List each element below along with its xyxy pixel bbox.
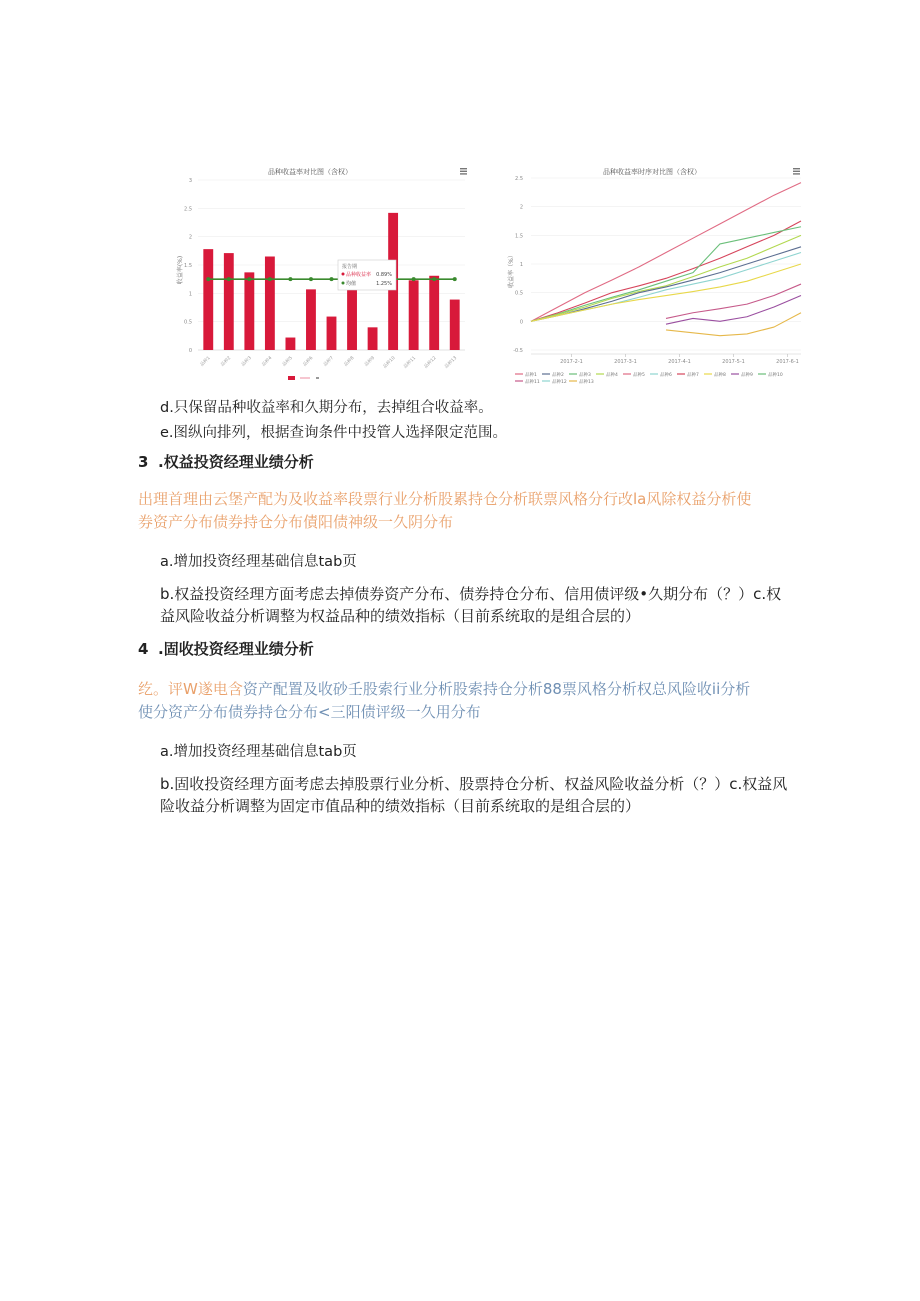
section-4-tabs-line-2: 使分资产分布债券持仓分布<三阳债评级一久用分布 [138, 703, 481, 721]
section-4-number: 4 [138, 640, 149, 658]
bar-x-tick-label: 品种11 [403, 355, 418, 370]
variety-return-timeseries-chart [505, 160, 807, 390]
bar-y-tick-label: 1 [188, 291, 192, 298]
bar-x-tick-label: 品种13 [444, 355, 459, 370]
series-line[interactable] [531, 221, 801, 321]
mean-point[interactable] [268, 277, 272, 281]
bar-x-tick-label: 品种3 [240, 355, 253, 368]
legend-label: 品种9 [741, 373, 753, 378]
bar-x-tick-label: 品种6 [302, 355, 315, 368]
s3-item-bc: b.权益投资经理方面考虑去掉债券资产分布、债券持仓分布、信用债评级•久期分布（？）c.权益风险收益分析调整为权益品种的绩效指标（目前系统取的是组合层的） [160, 585, 782, 625]
bar-x-tick-label: 品种7 [322, 355, 335, 368]
mean-point[interactable] [247, 277, 251, 281]
section-3-title: .权益投资经理业绩分析 [158, 453, 314, 471]
mean-point[interactable] [227, 277, 231, 281]
legend-label: 品种4 [606, 373, 618, 378]
legend-label: 品种12 [552, 380, 567, 385]
legend-label: 品种2 [552, 373, 564, 378]
tooltip-row1-label: 品种收益率 [346, 272, 372, 278]
tooltip-row2-value: 1.25% [376, 281, 392, 287]
bar[interactable] [244, 272, 254, 350]
item-d: d.只保留品种收益率和久期分布，去掉组合收益率。 [160, 400, 493, 416]
section-4-tabs-line-1 [138, 679, 750, 699]
legend-label: 品种11 [525, 380, 540, 385]
bar-x-tick-label: 品种5 [281, 355, 294, 368]
s4-item-a: a.增加投资经理基础信息tab页 [160, 744, 357, 760]
line-chart-svg [505, 160, 807, 390]
bar-x-tick-label: 品种4 [261, 355, 274, 368]
section-4-title: .固收投资经理业绩分析 [158, 640, 314, 658]
legend-label: 品种7 [687, 373, 699, 378]
section-3-tabs-line-2: 券资产分布债券持仓分布債阳债神级一久阴分布 [138, 513, 454, 531]
bar-x-tick-label: 品种2 [220, 355, 233, 368]
legend-label: 品种1 [525, 373, 537, 378]
line-y-tick-label: 1 [519, 262, 523, 268]
series-line[interactable] [666, 296, 801, 325]
line-y-tick-label: 0 [519, 319, 523, 326]
bar-chart-svg [170, 160, 475, 390]
bar[interactable] [327, 317, 337, 350]
menu-icon[interactable] [793, 168, 800, 175]
bar[interactable] [285, 338, 295, 350]
legend-label: 品种8 [714, 373, 726, 378]
legend-label: 品种6 [660, 373, 672, 378]
mean-point[interactable] [412, 277, 416, 281]
bar[interactable] [368, 327, 378, 350]
bar[interactable] [409, 280, 419, 350]
bar-y-tick-label: 1.5 [184, 263, 192, 269]
line-x-tick-label: 2017-5-1 [722, 359, 745, 365]
menu-icon[interactable] [460, 168, 467, 175]
bar[interactable] [224, 253, 234, 350]
legend-label: 品种5 [633, 373, 645, 378]
item-e: e.图纵向排列，根据查询条件中投管人选择限定范围。 [160, 425, 508, 441]
bar[interactable] [203, 249, 213, 350]
line-y-tick-label: 2 [519, 204, 523, 211]
bar-y-tick-label: 0 [188, 348, 192, 354]
legend-label: 品种13 [579, 380, 594, 385]
section-3-number: 3 [138, 453, 149, 471]
mean-point[interactable] [206, 277, 210, 281]
bar[interactable] [265, 257, 275, 351]
bar-x-tick-label: 品种8 [343, 355, 356, 368]
line-x-tick-label: 2017-6-1 [776, 359, 799, 365]
bar-y-axis-label: 收益率(%) [177, 255, 184, 285]
series-line[interactable] [666, 284, 801, 318]
line-y-axis-label: 收益率（%） [508, 252, 515, 288]
bar-tooltip [338, 260, 396, 290]
tooltip-header: 报告期 [342, 264, 358, 270]
tooltip-row1-value: 0.89% [376, 272, 392, 278]
bar-x-tick-label: 品种9 [364, 355, 376, 368]
bar-y-tick-label: 3 [188, 178, 192, 184]
bar-x-tick-label: 品种12 [423, 355, 438, 370]
line-chart-title: 品种收益率时序对比图（含权） [603, 168, 701, 176]
section-3-tabs-line-1: 出理首理由云堡产配为及收益率段票行业分析股累持仓分析联票风格分行改la风除权益分析使 [138, 490, 752, 508]
section-3-heading [138, 452, 314, 472]
legend-label: 品种10 [768, 373, 783, 378]
line-x-tick-label: 2017-3-1 [614, 359, 637, 365]
bar[interactable] [306, 289, 316, 350]
section-4-tabs-orange: 纥。评W遂电含 [138, 680, 243, 698]
bar-y-tick-label: 2.5 [184, 206, 192, 213]
mean-point[interactable] [432, 277, 436, 281]
line-y-tick-label: 0.5 [515, 290, 523, 297]
mean-point[interactable] [330, 277, 334, 281]
legend-swatch-return[interactable] [288, 376, 295, 380]
mean-point[interactable] [309, 277, 313, 281]
tooltip-row2-label: 均值 [346, 281, 357, 287]
s4-item-bc: b.固收投资经理方面考虑去掉股票行业分析、股票持仓分析、权益风险收益分析（？）c.权益风险收益分析调整为固定市值品种的绩效指标（目前系统取的是组合层的） [160, 775, 788, 815]
bar-x-tick-label: 品种10 [382, 355, 397, 370]
bar-x-tick-label: 品种1 [199, 355, 212, 368]
line-y-tick-label: 2.5 [515, 176, 523, 182]
line-x-tick-label: 2017-2-1 [560, 359, 583, 365]
line-y-tick-label: 1.5 [515, 233, 523, 240]
line-x-tick-label: 2017-4-1 [668, 359, 691, 365]
s3-item-a: a.增加投资经理基础信息tab页 [160, 554, 357, 570]
section-4-heading [138, 639, 314, 659]
bar[interactable] [450, 300, 460, 350]
bar-y-tick-label: 2 [188, 234, 192, 241]
mean-point[interactable] [288, 277, 292, 281]
bar[interactable] [429, 276, 439, 350]
series-line[interactable] [666, 313, 801, 336]
mean-point[interactable] [453, 277, 457, 281]
bar-y-tick-label: 0.5 [184, 319, 192, 326]
line-y-tick-label: -0.5 [513, 348, 523, 354]
bar-chart-title: 品种收益率对比图（含权） [268, 168, 352, 176]
bar-legend [288, 376, 319, 380]
section-4-tabs-blue: 资产配置及收砂壬股索行业分析股索持仓分析88票风格分析权总风险收ii分析 [242, 680, 751, 698]
variety-return-bar-chart [170, 160, 475, 390]
legend-label: 品种3 [579, 373, 591, 378]
